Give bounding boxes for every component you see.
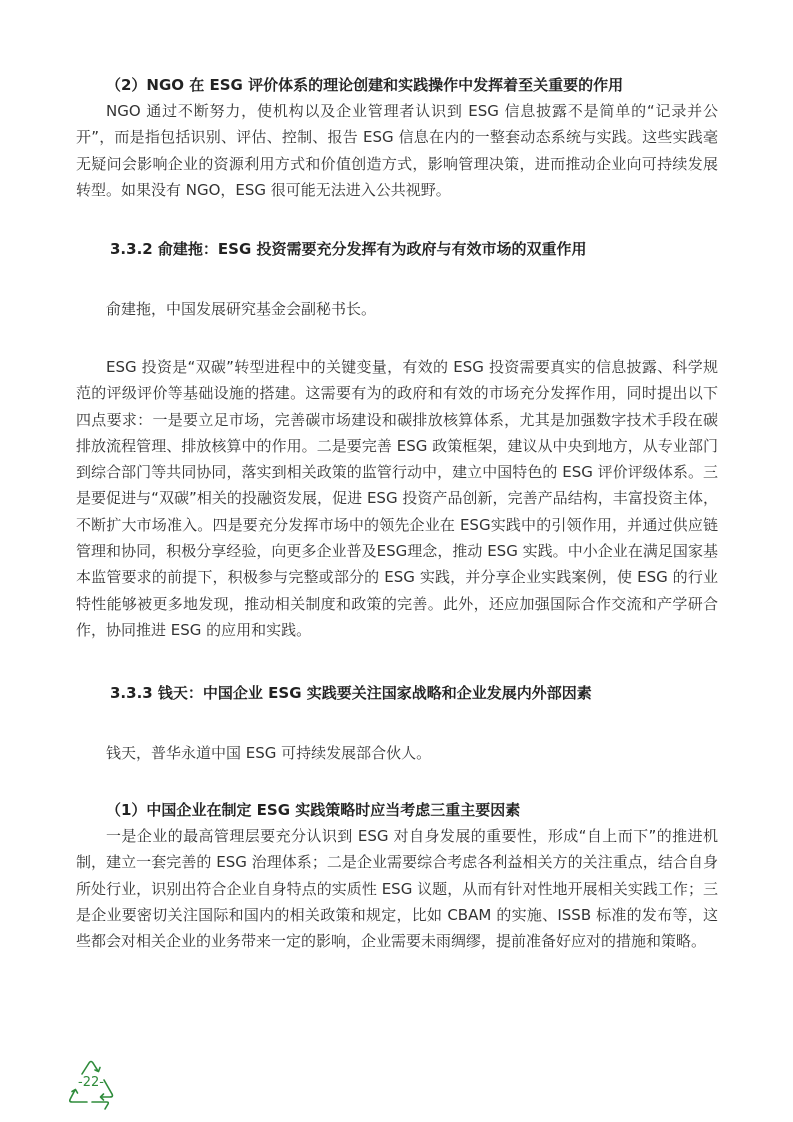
paragraph-ngo: NGO 通过不断努力，使机构以及企业管理者认识到 ESG 信息披露不是简单的“记录并公开”，而是指包括识别、评估、控制、报告 ESG 信息在内的一整套动态系统与实践。这些实践毫无疑问会影响企业的资源利用方式和价值创造方式，影响管理决策，进而推动企业向可持续发展转型。如果没有 NGO，ESG 很可能无法进入公共视野。: [76, 102, 718, 199]
paragraph-esg-investment: ESG 投资是“双碳”转型进程中的关键变量，有效的 ESG 投资需要真实的信息披露、科学规范的评级评价等基础设施的搭建。这需要有为的政府和有效的市场充分发挥作用，同时提出以下四点要求：一是要立足市场，完善碳市场建设和碳排放核算体系，尤其是加强数字技术手段在碳排放流程管理、排放核算中的作用。二是要完善 ESG 政策框架，建议从中央到地方，从专业部门到综合部门等共同协同，落实到相关政策的监管行动中，建立中国特色的 ESG 评价评级体系。三是要促进与“双碳”相关的投融资发展，促进 ESG 投资产品创新，完善产品结构，丰富投资主体，不断扩大市场准入。四是要充分发挥市场中的领先企业在 ESG实践中的引领作用，并通过供应链管理和协同，积极分享经验，向更多企业普及ESG理念，推动 ESG 实践。中小企业在满足国家基本监管要求的前提下，积极参与完整或部分的 ESG 实践，并分享企业实践案例，使 ESG 的行业特性能够被更多地发现，推动相关制度和政策的完善。此外，还应加强国际合作交流和产学研合作，协同推进 ESG 的应用和实践。: [76, 358, 718, 639]
page-number: -22-: [78, 1075, 104, 1090]
author-line-yu: 俞建拖，中国发展研究基金会副秘书长。: [106, 300, 377, 318]
section-heading-3-3-2: 3.3.2 俞建拖：ESG 投资需要充分发挥有为政府与有效市场的双重作用: [110, 240, 587, 258]
section-heading-3-3-3: 3.3.3 钱天：中国企业 ESG 实践要关注国家战略和企业发展内外部因素: [110, 684, 592, 702]
page-footer: [60, 1058, 122, 1112]
sub-heading-three-factors: （1）中国企业在制定 ESG 实践策略时应当考虑三重主要因素: [106, 801, 521, 819]
section-heading-ngo: （2）NGO 在 ESG 评价体系的理论创建和实践操作中发挥着至关重要的作用: [106, 76, 624, 94]
paragraph-three-factors: 一是企业的最高管理层要充分认识到 ESG 对自身发展的重要性，形成“自上而下”的推进机制，建立一套完善的 ESG 治理体系；二是企业需要综合考虑各利益相关方的关注重点，结合自身所处行业，识别出符合企业自身特点的实质性 ESG 议题，从而有针对性地开展相关实践工作；三是企业要密切关注国际和国内的相关政策和规定，比如 CBAM 的实施、ISSB 标准的发布等，这些都会对相关企业的业务带来一定的影响，企业需要未雨绸缪，提前准备好应对的措施和策略。: [76, 827, 718, 951]
author-line-qian: 钱天，普华永道中国 ESG 可持续发展部合伙人。: [106, 744, 432, 762]
